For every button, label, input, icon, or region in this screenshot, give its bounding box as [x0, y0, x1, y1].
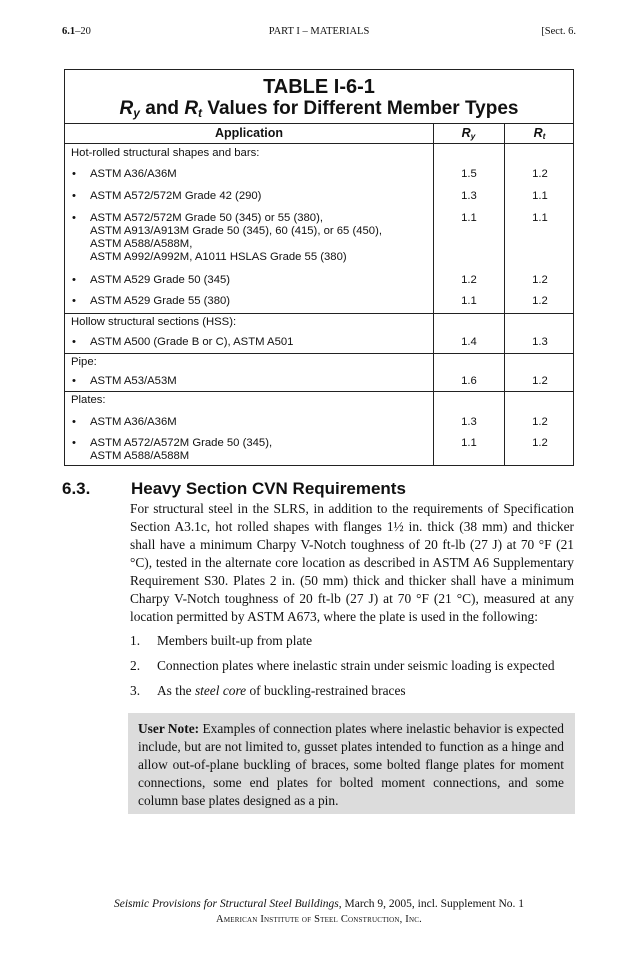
footer-publisher: American Institute of Steel Construction, Inc. [216, 914, 422, 925]
ry-value: 1.4 [461, 336, 477, 348]
list-number: 1. [130, 633, 141, 648]
row-label: ASTM A529 Grade 50 (345) [90, 274, 231, 286]
row-label: ASTM A913/A913M Grade 50 (345), 60 (415), or 65 (450), [90, 225, 382, 237]
ry-value: 1.1 [461, 437, 477, 449]
ry-value: 1.6 [461, 375, 477, 387]
row-label: ASTM A36/A36M [90, 416, 177, 428]
table-rule [65, 313, 573, 314]
rt-value: 1.3 [532, 336, 548, 348]
footer-citation: Seismic Provisions for Structural Steel Buildings, March 9, 2005, incl. Supplement No. 1 [113, 898, 525, 910]
header-rt: $R_t$ [533, 126, 546, 141]
bullet-icon: • [72, 295, 76, 307]
rt-value: 1.2 [532, 295, 548, 307]
section-marker: [Sect. 6. [541, 26, 576, 37]
table-subtitle: $R_y$ and $R_t$ Values for Different Member Types [119, 98, 519, 120]
rt-value: 1.1 [532, 190, 548, 202]
ry-value: 1.1 [461, 212, 477, 224]
row-label: ASTM A572/572M Grade 42 (290) [90, 190, 262, 202]
section-number: 6.3. [62, 479, 91, 498]
bullet-icon: • [72, 375, 76, 387]
list-number: 2. [130, 658, 141, 673]
bullet-icon: • [72, 274, 76, 286]
row-label: ASTM A53/A53M [90, 375, 177, 387]
bullet-icon: • [72, 212, 76, 224]
rt-value: 1.2 [532, 168, 548, 180]
table-rule [65, 123, 573, 124]
rt-value: 1.2 [532, 416, 548, 428]
header-application: Application [214, 126, 284, 140]
row-label: ASTM A588/A588M [90, 450, 190, 462]
column-divider [504, 123, 505, 466]
bullet-icon: • [72, 168, 76, 180]
table-rule [65, 353, 573, 354]
bullet-icon: • [72, 437, 76, 449]
list-text: Members built-up from plate [157, 633, 313, 648]
table-rule [65, 143, 573, 144]
bullet-icon: • [72, 416, 76, 428]
section-title: Heavy Section CVN Requirements [131, 479, 406, 498]
row-label: ASTM A529 Grade 55 (380) [90, 295, 231, 307]
list-number: 3. [130, 683, 141, 698]
user-note-label: User Note: [138, 721, 200, 736]
row-label: ASTM A572/572M Grade 50 (345) or 55 (380), [90, 212, 323, 224]
header-ry: $R_y$ [461, 126, 476, 141]
ry-value: 1.1 [461, 295, 477, 307]
list-text: Connection plates where inelastic strain under seismic loading is expected [157, 658, 555, 673]
rt-value: 1.2 [532, 375, 548, 387]
row-label: ASTM A500 (Grade B or C), ASTM A501 [90, 336, 294, 348]
group-label: Hot-rolled structural shapes and bars: [71, 147, 260, 159]
bullet-icon: • [72, 190, 76, 202]
rt-value: 1.2 [532, 437, 548, 449]
table-title: TABLE I-6-1 [263, 76, 375, 98]
values-table [64, 69, 574, 466]
page-number: 6.1–20 [62, 26, 91, 37]
group-label: Pipe: [71, 356, 97, 368]
group-label: Plates: [71, 394, 106, 406]
rt-value: 1.2 [532, 274, 548, 286]
part-title: PART I – MATERIALS [268, 26, 370, 37]
user-note [128, 713, 575, 814]
row-label: ASTM A36/A36M [90, 168, 177, 180]
column-divider [433, 123, 434, 466]
running-head [62, 26, 576, 40]
bullet-icon: • [72, 336, 76, 348]
rt-value: 1.1 [532, 212, 548, 224]
row-label: ASTM A992/A992M, A1011 HSLAS Grade 55 (380) [90, 251, 347, 263]
user-note-text: User Note: Examples of connection plates where inelastic behavior is expected include, but are not limited to, gusset plates intended to function as a hinge and allow out-of-plane buckling of braces, some bolted flange plates for moment connections, some end plates for bolted moment connections, and some column base plates designed as a pin. [138, 721, 564, 808]
ry-value: 1.3 [461, 190, 477, 202]
ry-value: 1.3 [461, 416, 477, 428]
group-label: Hollow structural sections (HSS): [71, 316, 237, 328]
ry-value: 1.5 [461, 168, 477, 180]
ry-value: 1.2 [461, 274, 477, 286]
section-paragraph: For structural steel in the SLRS, in addition to the requirements of Specification Section A3.1c, hot rolled shapes with flanges 1½ in. thick (38 mm) and thicker shall have a minimum Charpy V-Notch toughness of 20 ft-lb (27 J) at 70 °F (21 °C), tested in the alternate core location as described in ASTM A6 Supplementary Requirement S30. Plates 2 in. (50 mm) thick and thicker shall have a minimum Charpy V-Notch toughness of 20 ft-lb (27 J) at 70 °F (21 °C), measured at any location permitted by ASTM A673, where the plate is used in the following: [130, 501, 574, 624]
row-label: ASTM A588/A588M, [90, 238, 193, 250]
row-label: ASTM A572/A572M Grade 50 (345), [90, 437, 273, 449]
table-rule [65, 391, 573, 392]
list-text: As the steel core of buckling-restrained braces [157, 683, 406, 698]
